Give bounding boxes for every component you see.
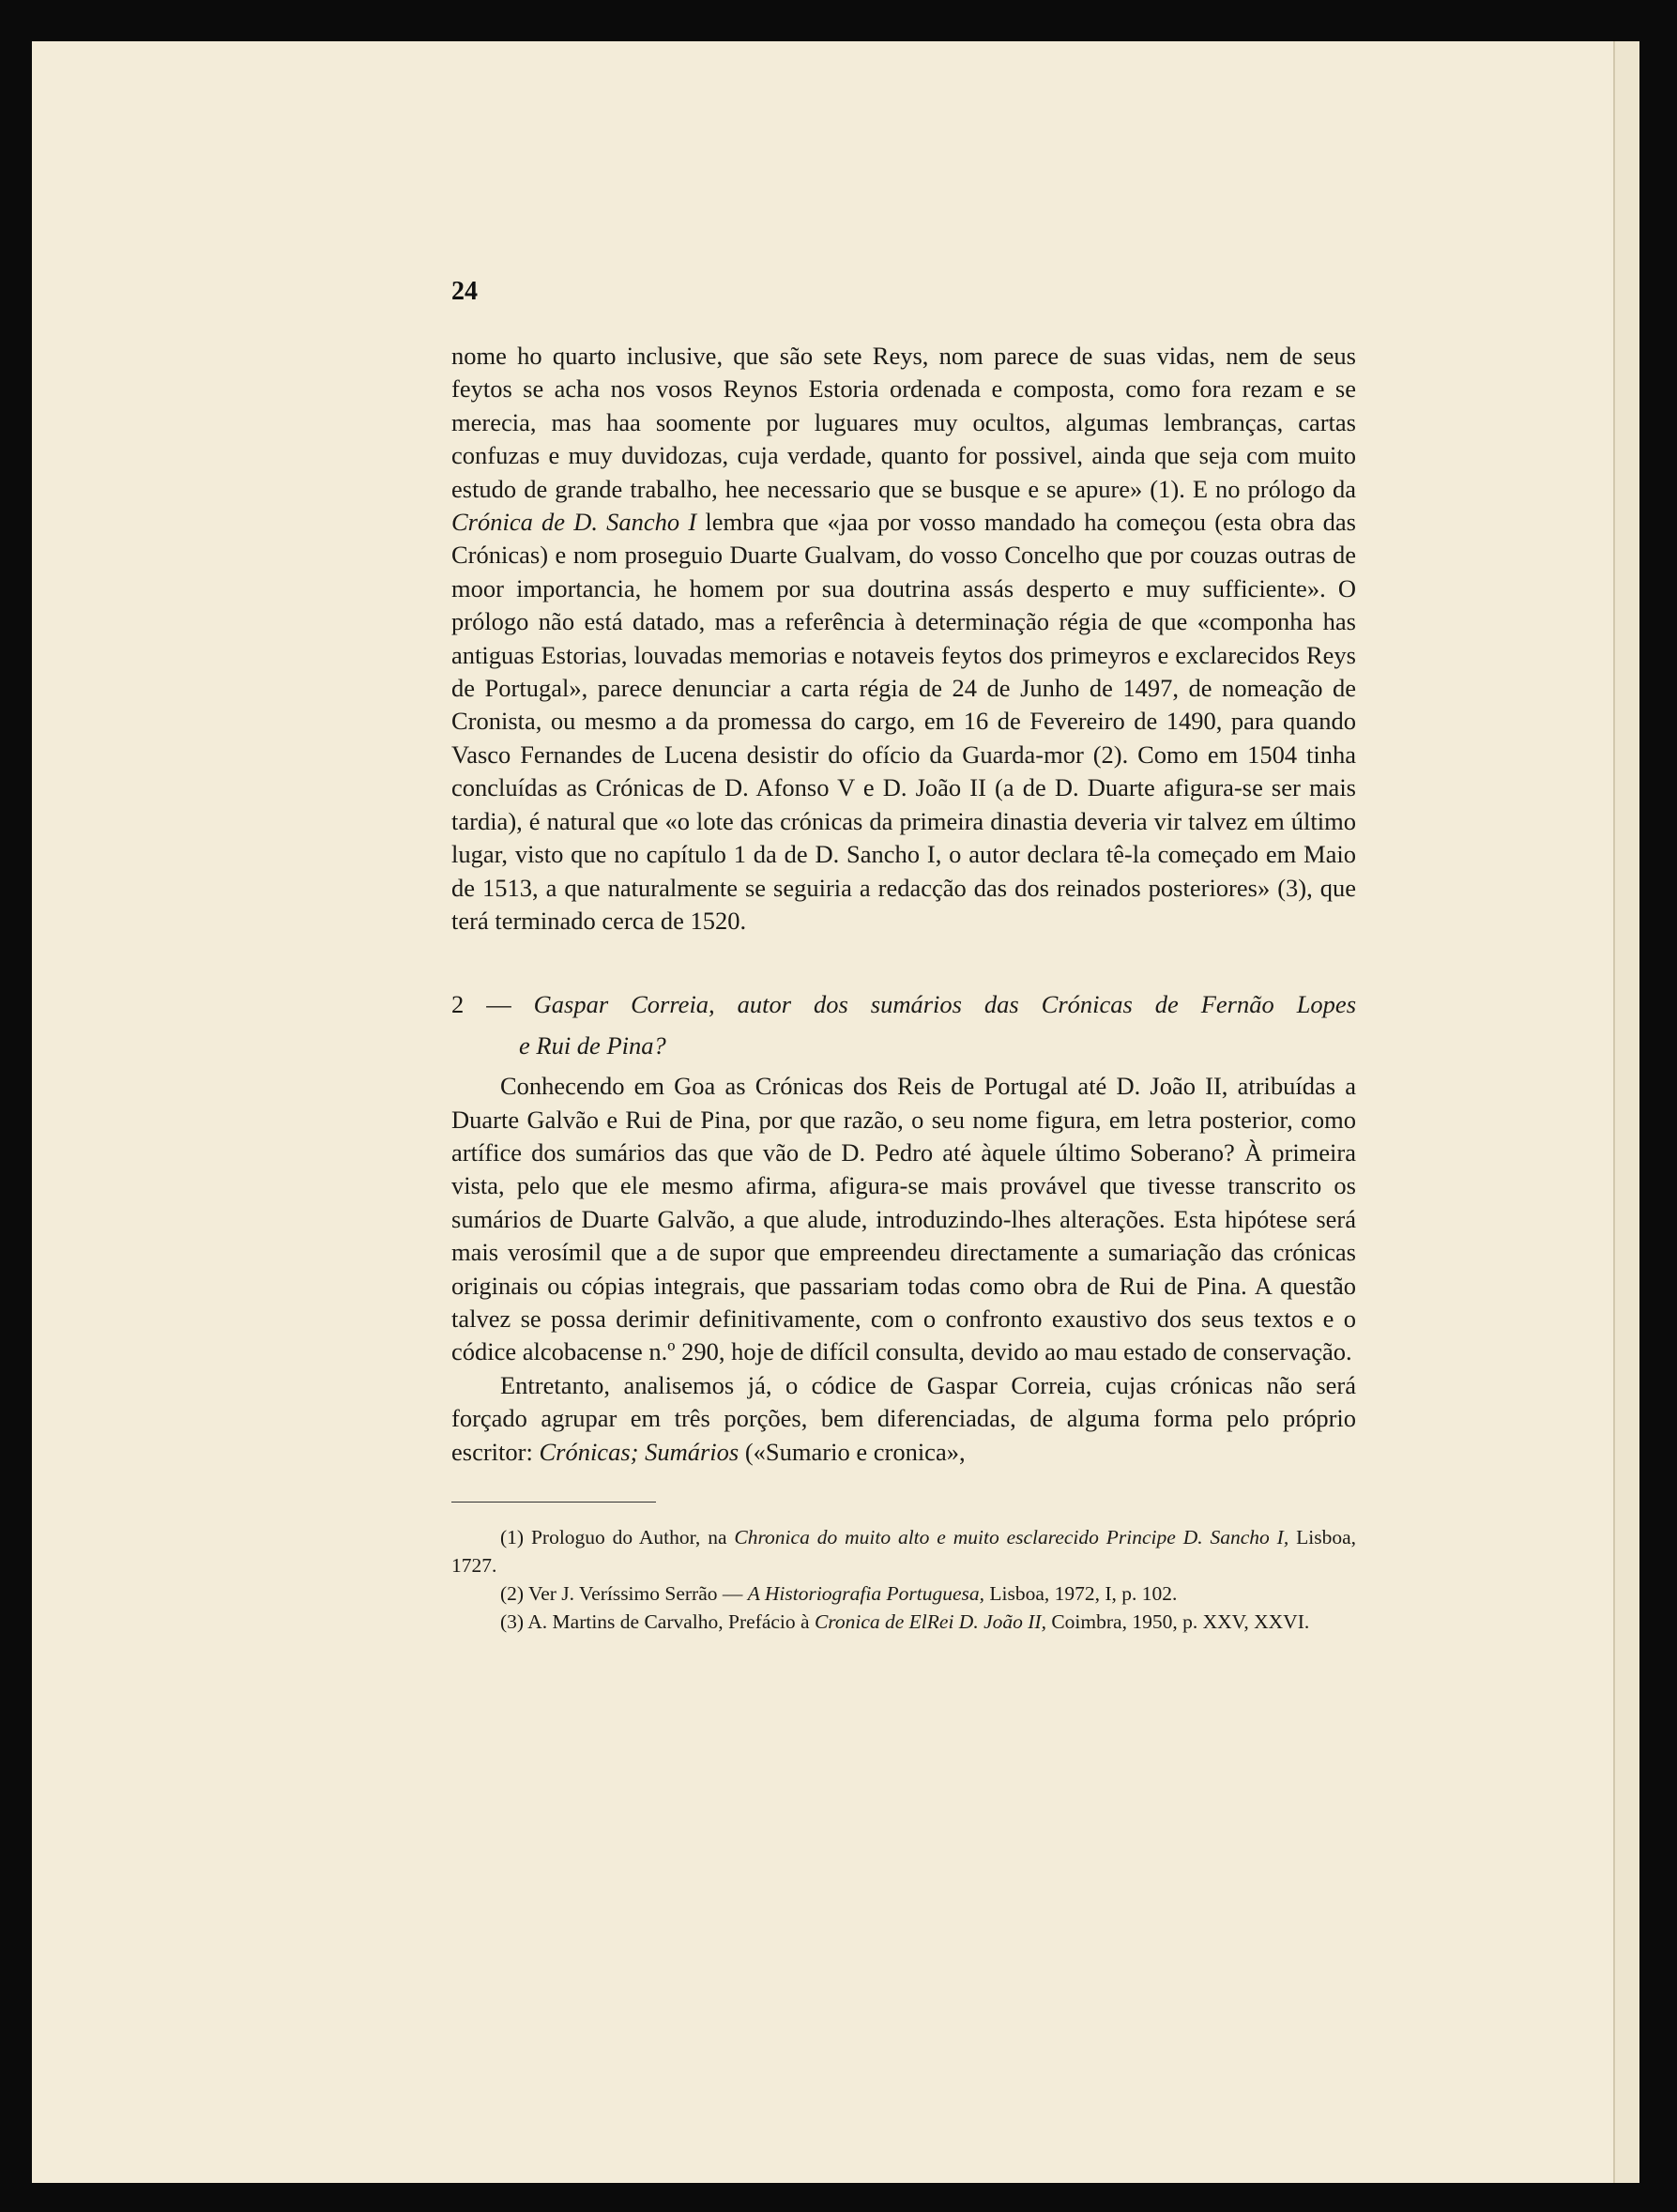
body-text <box>451 340 1356 1636</box>
footnote-1: (1) Prologuo do Author, na Chronica do muito alto e muito esclarecido Principe D. Sancho I, Lisboa, 1727. <box>451 1526 1356 1577</box>
paragraph-2: Conhecendo em Goa as Crónicas dos Reis de Portugal até D. João II, atribuídas a Duarte Galvão e Rui de Pina, por que razão, o seu nome figura, em letra posterior, como artífice dos sumários das que vão de D. Pedro até àquele último Soberano? À primeira vista, pelo que ele mesmo afirma, afigura-se mais provável que tivesse transcrito os sumários de Duarte Galvão, a que alude, introduzindo-lhes alterações. Esta hipótese será mais verosímil que a de supor que empreendeu directamente a sumariação das crónicas originais ou cópias integrais, que passariam todas como obra de Rui de Pina. A questão talvez se possa derimir definitivamente, com o confronto exaustivo dos seus textos e o códice alcobacense n.º 290, hoje de difícil consulta, devido ao mau estado de conservação. <box>451 1072 1356 1366</box>
section-heading-continued: e Rui de Pina? <box>519 1030 666 1060</box>
footnote-2: (2) Ver J. Veríssimo Serrão — A Historiografia Portuguesa, Lisboa, 1972, I, p. 102. <box>500 1582 1178 1605</box>
paragraph-1: nome ho quarto inclusive, que são sete Reys, nom parece de suas vidas, nem de seus feytos se acha nos vosos Reynos Estoria ordenada e composta, como fora rezam e se merecia, mas haa soomente por luguares muy ocultos, algumas lembranças, cartas confuzas e muy duvidozas, cuja verdade, quanto for possivel, ainda que seja com muito estudo de grande trabalho, hee necessario que se busque e se apure» (1). E no prólogo da Crónica de D. Sancho I lembra que «jaa por vosso mandado ha começou (esta obra das Crónicas) e nom proseguio Duarte Gualvam, do vosso Concelho que por couzas outras de moor importancia, he homem por sua doutrina assás desperto e muy sufficiente». O prólogo não está datado, mas a referência à determinação régia de que «componha has antiguas Estorias, louvadas memorias e notaveis feytos dos primeyros e exclarecidos Reys de Portugal», parece denunciar a carta régia de 24 de Junho de 1497, de nomeação de Cronista, ou mesmo a da promessa do cargo, em 16 de Fevereiro de 1490, para quando Vasco Fernandes de Lucena desistir do ofício da Guarda-mor (2). Como em 1504 tinha concluídas as Crónicas de D. Afonso V e D. João II (a de D. Duarte afigura-se ser mais tardia), é natural que «o lote das crónicas da primeira dinastia deveria vir talvez em último lugar, visto que no capítulo 1 da de D. Sancho I, o autor declara tê-la começado em Maio de 1513, a que naturalmente se seguiria a redacção das dos reinados posteriores» (3), que terá terminado cerca de 1520. <box>451 342 1356 935</box>
page-edge <box>1613 41 1639 2183</box>
page-number: 24 <box>451 277 478 306</box>
book-page <box>32 41 1639 2183</box>
section-heading: 2 — Gaspar Correia, autor dos sumários das Crónicas de Fernão Lopes <box>451 990 1357 1019</box>
italic-title: Crónicas; Sumários <box>539 1437 739 1466</box>
paragraph-3: Entretanto, analisemos já, o códice de Gaspar Correia, cujas crónicas não será forçado agrupar em três porções, bem diferenciadas, de alguma forma pelo próprio escritor: Crónicas; Sumários («Sumario e cronica», <box>451 1370 1356 1466</box>
italic-title: Crónica de D. Sancho I <box>451 508 697 537</box>
footnote-divider <box>451 1502 656 1503</box>
footnote-3: (3) A. Martins de Carvalho, Prefácio à Cronica de ElRei D. João II, Coimbra, 1950, p. XXV, XXVI. <box>500 1610 1310 1633</box>
